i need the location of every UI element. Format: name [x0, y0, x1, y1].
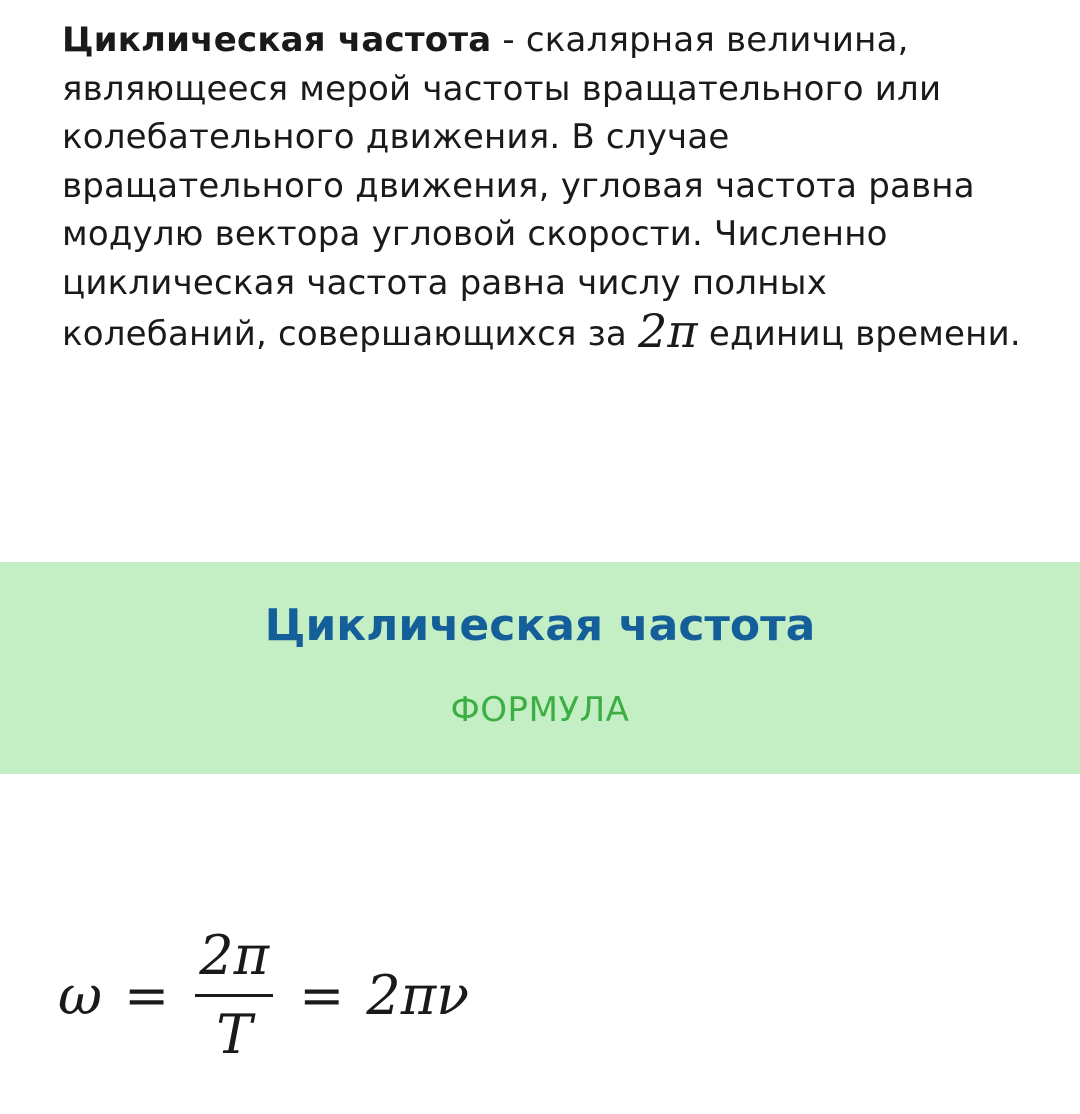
- formula-fraction: [193, 924, 275, 1067]
- formula-denominator: T: [216, 1002, 253, 1066]
- formula-equals-1: =: [124, 963, 170, 1027]
- definition-text-end: единиц времени.: [697, 314, 1021, 354]
- banner-subtitle: ФОРМУЛА: [450, 690, 630, 730]
- definition-paragraph: [62, 16, 1022, 359]
- formula-omega: ω: [58, 963, 103, 1027]
- fraction-bar: [195, 994, 273, 997]
- formula-rhs: 2πν: [366, 963, 470, 1027]
- banner-title: Циклическая частота: [264, 600, 816, 651]
- definition-text: - скалярная величина, являющееся мерой частоты вращательного или колебательного движения. В случае вращательного движения, угловая частота равна модулю вектора угловой скорости. Численно циклическая частота равна числу полных колебаний, совершающихся за: [62, 20, 975, 354]
- inline-math-two-pi: 2π: [637, 304, 698, 358]
- formula: [58, 915, 469, 1075]
- section-banner: [0, 562, 1080, 774]
- formula-equals-2: =: [299, 963, 345, 1027]
- formula-numerator: 2π: [199, 923, 270, 987]
- definition-term: Циклическая частота: [62, 20, 492, 60]
